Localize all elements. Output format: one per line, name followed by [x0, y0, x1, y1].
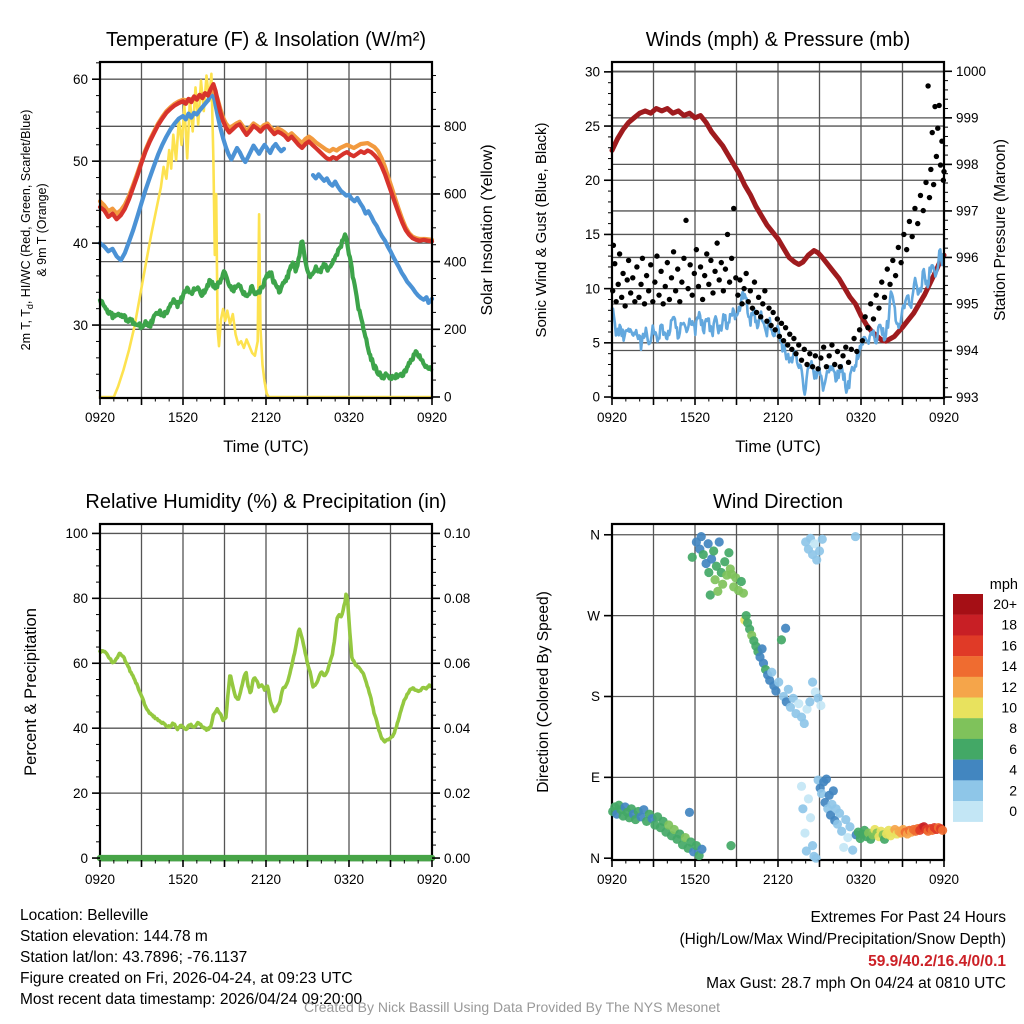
- svg-text:100: 100: [65, 526, 88, 542]
- svg-text:2m T, Td, HI/WC (Red, Green, S: 2m T, $T_d$, HI/WC (Red, Green, Scarlet/Blue): [19, 109, 35, 351]
- svg-text:998: 998: [956, 157, 979, 173]
- svg-text:0920: 0920: [416, 410, 448, 425]
- svg-text:Percent & Precipitation: Percent & Precipitation: [22, 608, 40, 776]
- svg-text:994: 994: [956, 343, 979, 359]
- svg-text:8: 8: [1009, 720, 1017, 737]
- svg-text:0320: 0320: [845, 410, 877, 425]
- extremes-values: 59.9/40.2/16.4/0/0.1: [868, 953, 1006, 970]
- svg-text:4: 4: [1009, 761, 1017, 778]
- svg-text:0.00: 0.00: [444, 850, 471, 866]
- svg-text:600: 600: [444, 186, 467, 202]
- temp-insolation-chart-title: Temperature (F) & Insolation (W/m²): [105, 29, 427, 51]
- station-info: [20, 905, 362, 1010]
- svg-text:0: 0: [1009, 803, 1017, 819]
- station-location: Location: Belleville: [20, 907, 149, 924]
- svg-text:16: 16: [1001, 637, 1017, 654]
- svg-text:20+: 20+: [993, 596, 1017, 612]
- temp-insolation-chart: [19, 29, 496, 456]
- svg-text:Solar Insolation (Yellow): Solar Insolation (Yellow): [479, 144, 496, 316]
- speed-legend: [953, 577, 1018, 822]
- svg-text:1520: 1520: [679, 410, 711, 425]
- svg-text:0920: 0920: [596, 872, 628, 887]
- svg-text:0920: 0920: [928, 410, 960, 425]
- svg-text:25: 25: [584, 118, 600, 134]
- winds-pressure-chart-title: Winds (mph) & Pressure (mb): [645, 29, 911, 51]
- svg-text:60: 60: [72, 655, 88, 671]
- humidity-precip-chart: [22, 491, 471, 887]
- wind-direction-chart-title: Wind Direction: [712, 491, 844, 513]
- svg-text:0: 0: [592, 389, 600, 405]
- svg-text:S: S: [590, 689, 600, 705]
- wind-direction-chart: [535, 491, 1018, 887]
- svg-text:0920: 0920: [928, 872, 960, 887]
- svg-text:30: 30: [584, 64, 600, 80]
- svg-text:40: 40: [72, 235, 88, 251]
- svg-text:N: N: [590, 850, 600, 866]
- svg-text:12: 12: [1001, 678, 1017, 695]
- svg-text:0.04: 0.04: [444, 720, 471, 736]
- svg-text:5: 5: [592, 335, 600, 351]
- svg-text:1520: 1520: [167, 872, 199, 887]
- svg-text:0.10: 0.10: [444, 526, 471, 542]
- svg-text:1000: 1000: [956, 64, 987, 80]
- credit-line: Created By Nick Bassill Using Data Provided By The NYS Mesonet: [303, 999, 721, 1015]
- svg-text:0: 0: [80, 850, 88, 866]
- svg-text:10: 10: [1001, 699, 1017, 716]
- svg-text:2: 2: [1009, 782, 1017, 799]
- svg-text:0920: 0920: [416, 872, 448, 887]
- svg-text:50: 50: [72, 153, 88, 169]
- svg-text:2120: 2120: [762, 872, 794, 887]
- svg-text:30: 30: [72, 317, 88, 333]
- svg-text:0920: 0920: [596, 410, 628, 425]
- extremes-title: Extremes For Past 24 Hours: [810, 909, 1006, 926]
- svg-text:0.06: 0.06: [444, 655, 471, 671]
- winds-pressure-chart: [533, 29, 1009, 456]
- svg-text:15: 15: [584, 227, 600, 243]
- station-elevation: Station elevation: 144.78 m: [20, 928, 208, 945]
- svg-text:2120: 2120: [762, 410, 794, 425]
- extremes-info: [680, 907, 1007, 995]
- svg-text:993: 993: [956, 389, 979, 405]
- svg-text:996: 996: [956, 250, 979, 266]
- svg-text:200: 200: [444, 322, 467, 338]
- svg-text:6: 6: [1009, 740, 1017, 757]
- svg-text:0320: 0320: [845, 872, 877, 887]
- svg-text:E: E: [590, 770, 600, 786]
- max-gust: Max Gust: 28.7 mph On 04/24 at 0810 UTC: [706, 975, 1006, 992]
- svg-text:80: 80: [72, 591, 88, 607]
- svg-text:mph: mph: [989, 577, 1018, 593]
- svg-text:1520: 1520: [679, 872, 711, 887]
- svg-text:2120: 2120: [250, 410, 282, 425]
- svg-text:Station Pressure (Maroon): Station Pressure (Maroon): [992, 139, 1009, 321]
- svg-text:400: 400: [444, 254, 467, 270]
- extremes-subtitle: (High/Low/Max Wind/Precipitation/Snow Depth): [679, 931, 1006, 948]
- svg-text:N: N: [590, 527, 600, 543]
- humidity-precip-chart-title: Relative Humidity (%) & Precipitation (in): [85, 491, 447, 513]
- svg-text:1520: 1520: [167, 410, 199, 425]
- svg-text:60: 60: [72, 71, 88, 87]
- svg-text:0920: 0920: [84, 410, 116, 425]
- svg-text:W: W: [587, 608, 600, 624]
- svg-text:18: 18: [1001, 616, 1017, 633]
- svg-text:2120: 2120: [250, 872, 282, 887]
- svg-text:997: 997: [956, 203, 979, 219]
- svg-text:20: 20: [72, 785, 88, 801]
- svg-text:0: 0: [444, 389, 452, 405]
- svg-text:0320: 0320: [333, 872, 365, 887]
- svg-text:999: 999: [956, 110, 979, 126]
- svg-text:10: 10: [584, 281, 600, 297]
- svg-text:Sonic Wind & Gust (Blue, Black: Sonic Wind & Gust (Blue, Black): [533, 122, 550, 338]
- svg-text:20: 20: [584, 172, 600, 188]
- figure-created: Figure created on Fri, 2026-04-24, at 09:23 UTC: [20, 970, 353, 987]
- svg-text:800: 800: [444, 118, 467, 134]
- svg-text:Time (UTC): Time (UTC): [735, 438, 821, 456]
- station-latlon: Station lat/lon: 43.7896; -76.1137: [20, 949, 248, 966]
- svg-text:0.02: 0.02: [444, 785, 471, 801]
- svg-text:Time (UTC): Time (UTC): [223, 438, 309, 456]
- svg-text:995: 995: [956, 296, 979, 312]
- wind_chill_blue_a: [100, 92, 284, 261]
- svg-text:& 9m T (Orange): & 9m T (Orange): [35, 183, 49, 277]
- svg-text:0.08: 0.08: [444, 591, 471, 607]
- data-timestamp: Most recent data timestamp: 2026/04/24 09:20:00: [20, 991, 363, 1008]
- svg-text:0920: 0920: [84, 872, 116, 887]
- svg-text:14: 14: [1001, 658, 1017, 675]
- svg-text:0320: 0320: [333, 410, 365, 425]
- svg-text:40: 40: [72, 720, 88, 736]
- svg-text:Direction (Colored By Speed): Direction (Colored By Speed): [535, 591, 552, 793]
